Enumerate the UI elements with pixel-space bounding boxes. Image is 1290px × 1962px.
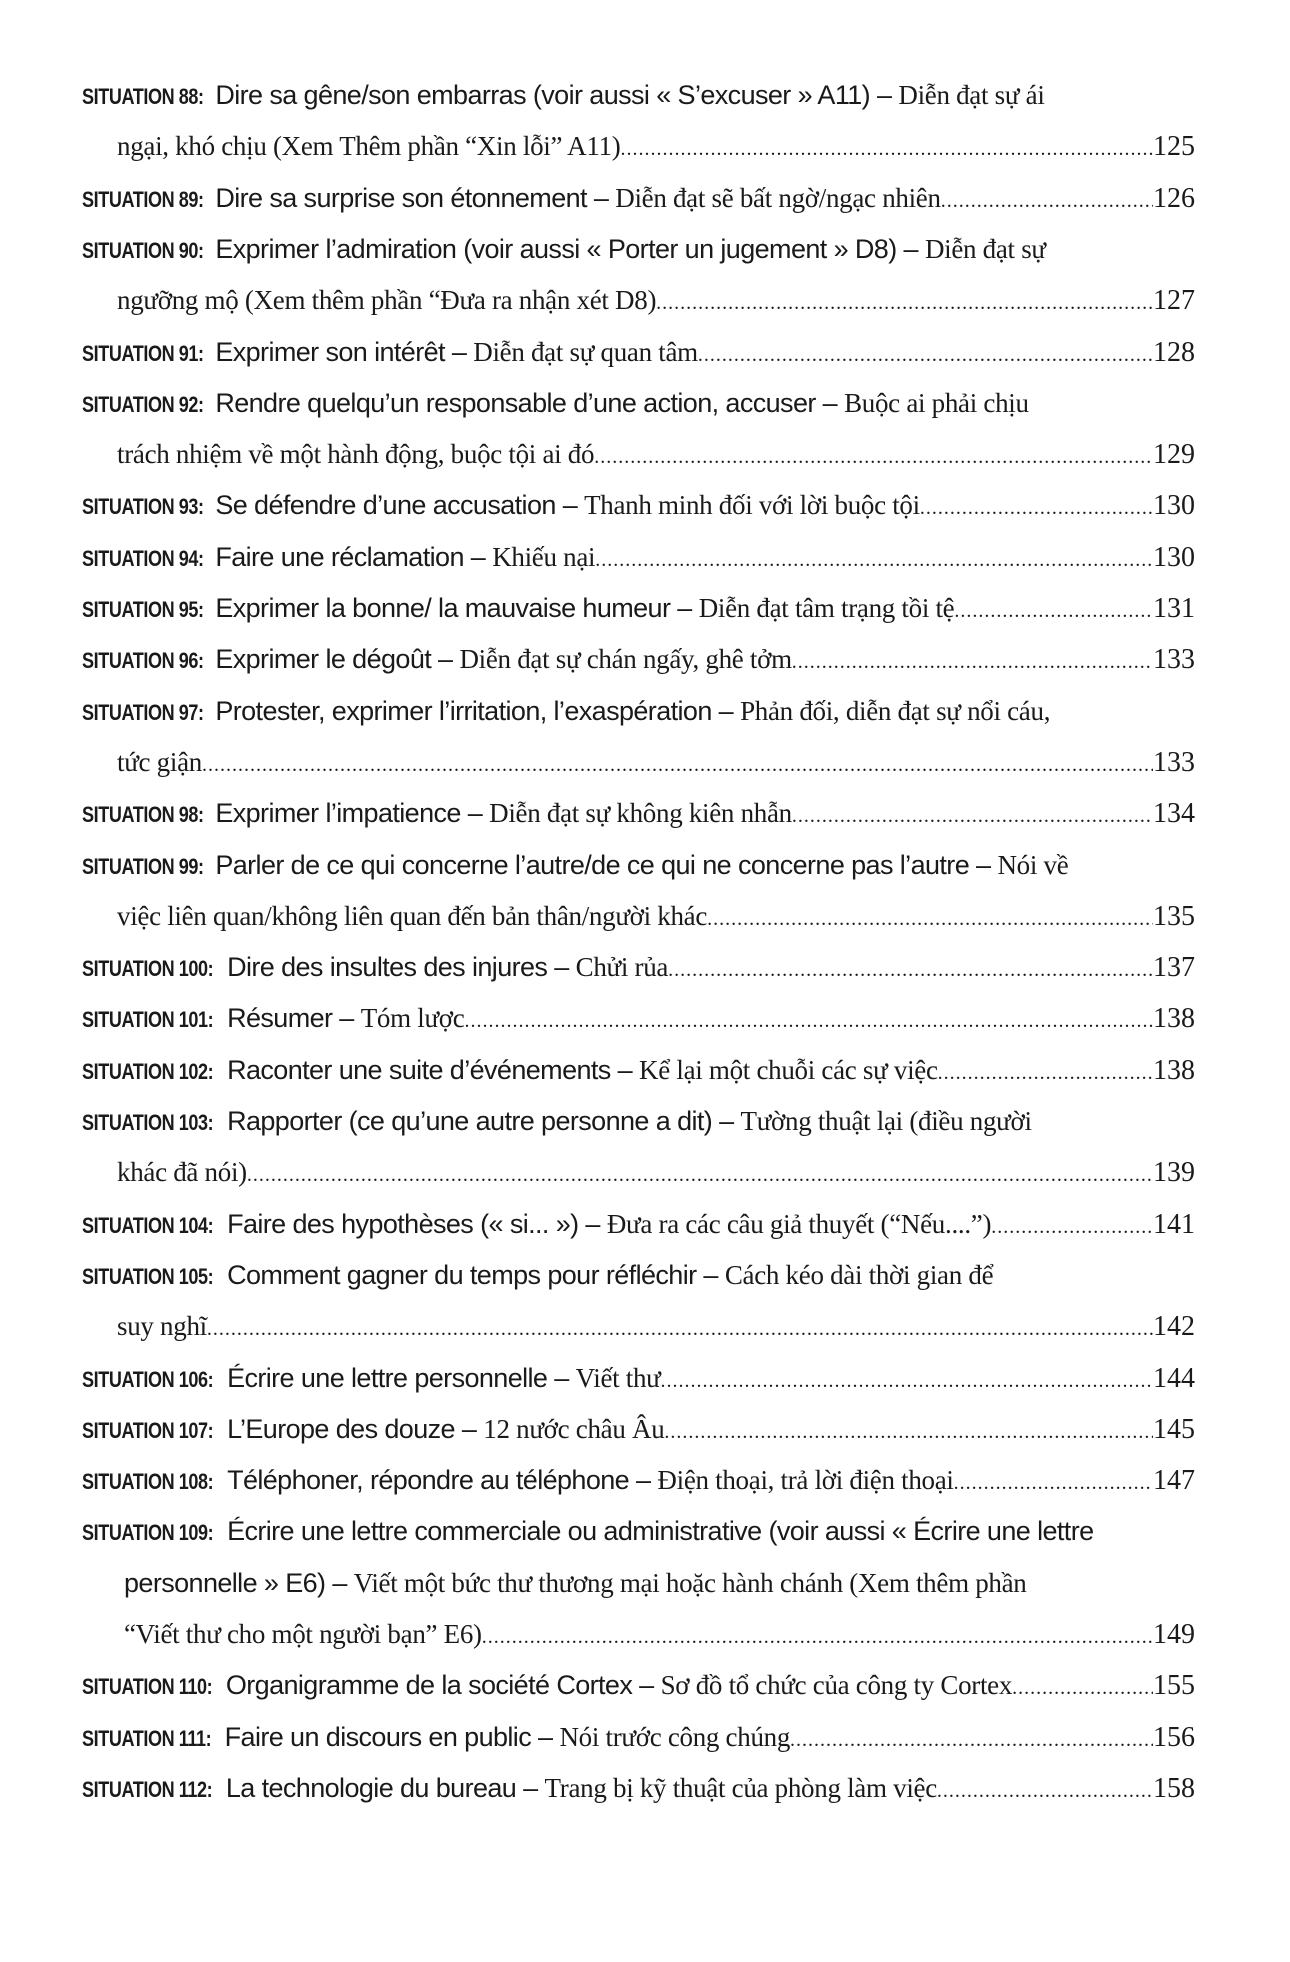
vietnamese-title: Diễn đạt sự chán ngấy, ghê tởm: [459, 644, 792, 675]
page-number: 147: [1153, 1465, 1195, 1497]
french-title: Dire sa gêne/son embarras (voir aussi « S’excuser » A11) –: [215, 80, 892, 110]
situation-label: SITUATION 90:: [82, 237, 204, 263]
vietnamese-title: việc liên quan/không liên quan đến bản thân/người khác: [117, 900, 708, 931]
vietnamese-title: Diễn đạt sự: [924, 233, 1046, 264]
french-title: La technologie du bureau –: [225, 1772, 538, 1803]
dot-leader: [954, 1472, 1153, 1495]
toc-entry: [82, 1260, 1195, 1300]
toc-entry: [82, 1209, 1195, 1249]
situation-label: SITUATION 97:: [82, 699, 204, 725]
situation-label: SITUATION 111:: [82, 1725, 212, 1751]
situation-label: SITUATION 108:: [82, 1469, 214, 1495]
situation-label: SITUATION 112:: [82, 1776, 213, 1802]
vietnamese-title: Khiếu nại: [492, 541, 596, 572]
situation-label: SITUATION 101:: [82, 1007, 214, 1033]
toc-entry: [82, 1363, 1195, 1403]
french-title: Rendre quelqu’un responsable d’une action, accuser –: [215, 387, 838, 418]
page-number: 149: [1153, 1619, 1195, 1650]
toc-entry-continuation: [124, 1619, 1195, 1659]
toc-entry: [82, 798, 1195, 838]
vietnamese-title: khác đã nói): [117, 1157, 247, 1188]
vietnamese-title: Diễn đạt tâm trạng tồi tệ: [698, 593, 955, 623]
dot-leader: [620, 138, 1153, 161]
toc-entry-continuation: [117, 285, 1195, 325]
vietnamese-title: Điện thoại, trả lời điện thoại: [657, 1465, 954, 1496]
french-title: Exprimer la bonne/ la mauvaise humeur –: [215, 593, 692, 623]
vietnamese-title: 12 nước châu Âu: [483, 1413, 665, 1444]
toc-entry: [82, 388, 1195, 428]
toc-entry: [82, 542, 1195, 582]
vietnamese-title: Sơ đồ tổ chức của công ty Cortex: [660, 1670, 1013, 1701]
situation-label: SITUATION 95:: [82, 597, 204, 622]
page-number: 139: [1153, 1157, 1195, 1189]
page-number: 138: [1153, 1003, 1195, 1035]
toc-entry: [82, 850, 1195, 890]
french-title: L’Europe des douze –: [227, 1413, 477, 1444]
toc-entry-continuation: [124, 1568, 1195, 1608]
vietnamese-title: Nói về: [997, 849, 1069, 880]
vietnamese-title: Chửi rủa: [575, 952, 669, 983]
vietnamese-title: suy nghĩ: [117, 1311, 207, 1342]
vietnamese-title: Cách kéo dài thời gian để: [724, 1259, 994, 1290]
dot-leader: [954, 600, 1153, 623]
toc-entry-continuation: [117, 1311, 1195, 1351]
page-number: 144: [1153, 1362, 1195, 1394]
vietnamese-title: Nói trước công chúng: [559, 1721, 791, 1752]
vietnamese-title: Diễn đạt sự quan tâm: [473, 336, 698, 367]
dot-leader: [656, 292, 1153, 315]
dot-leader: [792, 651, 1153, 674]
vietnamese-title: Buộc ai phải chịu: [844, 387, 1029, 418]
french-title: Exprimer son intérêt –: [215, 336, 467, 367]
page-number: 126: [1153, 182, 1195, 214]
french-title: Faire un discours en public –: [224, 1721, 553, 1752]
toc-entry: [82, 696, 1195, 736]
toc-entry: [82, 1414, 1195, 1454]
page-number: 130: [1153, 541, 1195, 573]
vietnamese-title: Viết một bức thư thương mại hoặc hành chánh (Xem thêm phần: [353, 1567, 1027, 1598]
page-number: 131: [1153, 593, 1195, 624]
page-number: 138: [1153, 1054, 1195, 1086]
situation-label: SITUATION 93:: [82, 494, 204, 520]
page-number: 155: [1153, 1670, 1195, 1702]
situation-label: SITUATION 89:: [82, 186, 204, 212]
french-title: Se défendre d’une accusation –: [215, 490, 578, 521]
vietnamese-title: Diễn đạt sự không kiên nhẫn: [489, 798, 792, 829]
toc-entry: [82, 80, 1195, 120]
toc-entry: [82, 490, 1195, 530]
dot-leader: [938, 1062, 1153, 1085]
french-title: Comment gagner du temps pour réfléchir –: [227, 1259, 718, 1290]
french-title: Organigramme de la société Cortex –: [225, 1670, 654, 1701]
dot-leader: [668, 959, 1153, 982]
situation-label: SITUATION 100:: [82, 956, 214, 982]
french-title: Écrire une lettre commerciale ou administrative (voir aussi « Écrire une lettre: [227, 1516, 1094, 1547]
situation-label: SITUATION 102:: [82, 1058, 214, 1084]
toc-entry-continuation: [117, 747, 1195, 787]
page-number: 125: [1153, 131, 1195, 163]
dot-leader: [991, 1216, 1153, 1239]
vietnamese-title: trách nhiệm về một hành động, buộc tội ai đó: [117, 439, 595, 470]
vietnamese-title: ngại, khó chịu (Xem Thêm phần “Xin lỗi” A11): [117, 131, 621, 162]
french-title: Exprimer l’admiration (voir aussi « Porter un jugement » D8) –: [215, 233, 918, 264]
vietnamese-title: Phản đối, diễn đạt sự nổi cáu,: [740, 695, 1051, 726]
toc-entry-continuation: [117, 131, 1195, 171]
page-number: 134: [1153, 798, 1195, 830]
french-title: Exprimer l’impatience –: [215, 798, 483, 829]
situation-label: SITUATION 99:: [82, 853, 204, 879]
page-number: 128: [1153, 336, 1195, 368]
dot-leader: [464, 1010, 1153, 1033]
toc-entry-continuation: [117, 1157, 1195, 1197]
toc-entry: [82, 1722, 1195, 1762]
dot-leader: [941, 190, 1153, 213]
toc-entry: [82, 1055, 1195, 1095]
page-number: 141: [1153, 1208, 1195, 1240]
dot-leader: [664, 1421, 1153, 1444]
french-title: Raconter une suite d’événements –: [227, 1054, 633, 1085]
situation-label: SITUATION 98:: [82, 802, 204, 828]
page-number: 135: [1153, 900, 1195, 932]
french-title: Écrire une lettre personnelle –: [227, 1362, 569, 1393]
dot-leader: [698, 344, 1153, 367]
french-title: Faire une réclamation –: [215, 541, 486, 572]
situation-label: SITUATION 109:: [82, 1520, 214, 1546]
vietnamese-title: Tường thuật lại (điều người: [740, 1106, 1032, 1136]
french-title: Faire des hypothèses (« si... ») –: [227, 1208, 600, 1239]
vietnamese-title: Tóm lược: [360, 1003, 465, 1034]
dot-leader: [202, 754, 1153, 777]
toc-entry: [82, 1106, 1195, 1146]
french-title: Parler de ce qui concerne l’autre/de ce qui ne concerne pas l’autre –: [215, 849, 991, 880]
toc-entry: [82, 337, 1195, 377]
page-number: 158: [1153, 1772, 1195, 1804]
vietnamese-title: tức giận: [117, 746, 202, 777]
dot-leader: [1012, 1677, 1153, 1700]
page-number: 133: [1153, 746, 1195, 778]
dot-leader: [595, 549, 1153, 572]
dot-leader: [937, 1780, 1153, 1803]
dot-leader: [790, 1729, 1153, 1752]
french-title: personnelle » E6) –: [124, 1567, 347, 1598]
situation-label: SITUATION 107:: [82, 1417, 214, 1443]
vietnamese-title: Diễn đạt sẽ bất ngờ/ngạc nhiên: [615, 182, 941, 213]
vietnamese-title: Thanh minh đối với lời buộc tội: [584, 490, 920, 521]
situation-label: SITUATION 110:: [82, 1674, 213, 1700]
toc-entry: [82, 1670, 1195, 1710]
situation-label: SITUATION 94:: [82, 545, 204, 571]
situation-label: SITUATION 104:: [82, 1212, 214, 1238]
vietnamese-title: Kể lại một chuỗi các sự việc: [639, 1054, 938, 1085]
toc-entry: [82, 234, 1195, 274]
situation-label: SITUATION 96:: [82, 648, 204, 674]
vietnamese-title: Trang bị kỹ thuật của phòng làm việc: [544, 1772, 937, 1803]
toc-entry-continuation: [117, 901, 1195, 941]
situation-label: SITUATION 103:: [82, 1110, 214, 1135]
french-title: Dire des insultes des injures –: [227, 952, 569, 983]
dot-leader: [247, 1164, 1153, 1187]
page-number: 129: [1153, 439, 1195, 471]
toc-entry: [82, 1773, 1195, 1813]
situation-label: SITUATION 91:: [82, 340, 204, 366]
french-title: Téléphoner, répondre au téléphone –: [227, 1465, 651, 1496]
page-number: 133: [1153, 644, 1195, 676]
vietnamese-title: Viết thư: [575, 1362, 661, 1393]
toc-entry: [82, 1465, 1195, 1505]
situation-label: SITUATION 88:: [82, 84, 204, 109]
french-title: Dire sa surprise son étonnement –: [215, 182, 609, 213]
situation-label: SITUATION 105:: [82, 1263, 214, 1289]
page-number: 137: [1153, 952, 1195, 984]
toc-entry: [82, 1516, 1195, 1556]
toc-entry: [82, 1003, 1195, 1043]
french-title: Rapporter (ce qu’une autre personne a dit) –: [227, 1106, 734, 1136]
dot-leader: [707, 908, 1153, 931]
toc-entry-continuation: [117, 439, 1195, 479]
vietnamese-title: “Viết thư cho một người bạn” E6): [124, 1619, 482, 1649]
french-title: Résumer –: [227, 1003, 354, 1034]
dot-leader: [482, 1626, 1153, 1649]
situation-label: SITUATION 106:: [82, 1366, 214, 1392]
dot-leader: [661, 1370, 1153, 1393]
vietnamese-title: Đưa ra các câu giả thuyết (“Nếu....”): [606, 1208, 992, 1239]
situation-label: SITUATION 92:: [82, 391, 204, 417]
page-number: 142: [1153, 1311, 1195, 1343]
french-title: Exprimer le dégoût –: [215, 644, 453, 675]
toc-entry: [82, 183, 1195, 223]
toc-entry: [82, 593, 1195, 633]
toc-entry: [82, 952, 1195, 992]
vietnamese-title: Diễn đạt sự ái: [898, 80, 1045, 110]
dot-leader: [792, 805, 1153, 828]
page-number: 127: [1153, 285, 1195, 317]
vietnamese-title: ngưỡng mộ (Xem thêm phần “Đưa ra nhận xét D8): [117, 285, 657, 316]
french-title: Protester, exprimer l’irritation, l’exaspération –: [215, 695, 734, 726]
dot-leader: [207, 1318, 1153, 1341]
page-number: 130: [1153, 490, 1195, 522]
toc-entry: [82, 644, 1195, 684]
page-number: 156: [1153, 1721, 1195, 1753]
dot-leader: [920, 497, 1153, 520]
page-number: 145: [1153, 1413, 1195, 1445]
dot-leader: [594, 446, 1153, 469]
